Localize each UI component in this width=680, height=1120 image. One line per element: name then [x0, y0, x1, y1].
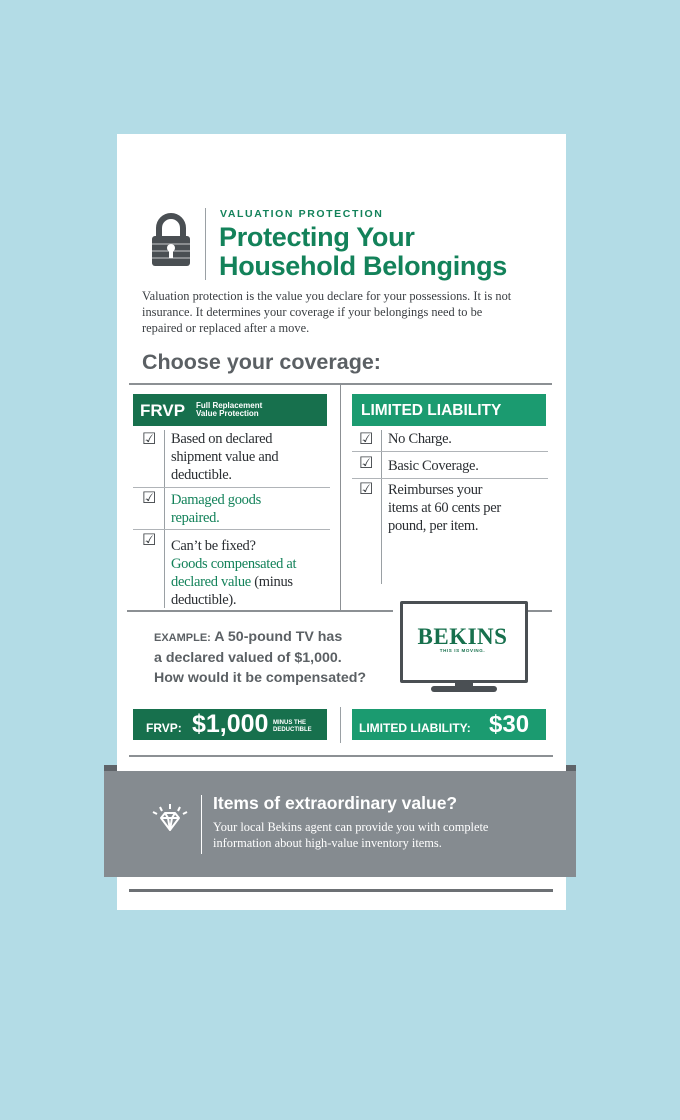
frvp-item-line: Based on declared	[171, 431, 273, 447]
frvp-declared-value: declared value	[171, 574, 251, 590]
frvp-minus-text: (minus	[250, 574, 293, 590]
checkbox-icon: ☑	[142, 429, 157, 448]
frvp-result-label: FRVP:	[146, 721, 182, 735]
example-prefix: EXAMPLE:	[154, 632, 211, 644]
frvp-note-line: DEDUCTIBLE	[273, 727, 312, 733]
frvp-row-divider	[133, 487, 330, 488]
frvp-abbr: FRVP	[140, 401, 186, 420]
frvp-item-line: shipment value and	[171, 449, 279, 465]
frvp-item-line: Can’t be fixed?	[171, 538, 256, 554]
limited-result-label: LIMITED LIABILITY:	[359, 721, 471, 735]
bekins-tagline: THIS IS MOVING.	[439, 648, 486, 653]
intro-line: Valuation protection is the value you declare for your possessions. It is not	[142, 289, 512, 303]
intro-line: repaired or replaced after a move.	[142, 321, 310, 335]
card-bottom-rule	[129, 889, 553, 892]
frvp-row-divider	[133, 529, 330, 530]
page-title-line2: Household Belongings	[219, 251, 507, 281]
limited-row-divider	[352, 478, 548, 479]
frvp-result-note	[273, 720, 312, 734]
extraordinary-title: Items of extraordinary value?	[213, 793, 458, 813]
frvp-item-line: deductible.	[171, 467, 232, 483]
checkbox-icon: ☑	[142, 488, 157, 507]
panel-divider	[201, 795, 202, 854]
limited-liability-label: LIMITED LIABILITY	[361, 402, 502, 419]
checkbox-icon: ☑	[359, 453, 374, 472]
results-divider	[340, 707, 341, 743]
padlock-icon	[150, 213, 192, 267]
example-line1: A 50-pound TV has	[210, 629, 343, 645]
limited-item-line: pound, per item.	[388, 518, 479, 534]
example-top-rule-left	[127, 610, 393, 612]
page-title-line1: Protecting Your	[219, 222, 415, 252]
limited-item-line: Reimburses your	[388, 482, 483, 498]
coverage-center-rule	[340, 384, 341, 611]
extraordinary-body	[213, 819, 488, 851]
frvp-item-1	[171, 430, 278, 484]
frvp-list-divider	[164, 430, 165, 608]
limited-item-line: items at 60 cents per	[388, 500, 501, 516]
limited-item-1: No Charge.	[388, 431, 452, 447]
coverage-heading: Choose your coverage:	[142, 350, 381, 374]
frvp-item-line	[171, 573, 296, 591]
frvp-result-amount: $1,000	[192, 710, 269, 738]
frvp-full-line: Value Protection	[196, 409, 259, 418]
section-kicker: VALUATION PROTECTION	[220, 208, 384, 220]
tv-stand-base	[431, 686, 497, 692]
example-line: a declared valued of $1,000.	[154, 650, 342, 666]
example-top-rule-right	[528, 610, 552, 612]
header-divider	[205, 208, 206, 280]
limited-item-3	[388, 481, 501, 535]
frvp-item-3	[171, 537, 296, 609]
example-line: How would it be compensated?	[154, 670, 367, 686]
example-text	[154, 627, 366, 688]
limited-item-2: Basic Coverage.	[388, 458, 479, 474]
checkbox-icon: ☑	[142, 530, 157, 549]
frvp-item-line: Damaged goods	[171, 492, 261, 508]
limited-list-divider	[381, 430, 382, 584]
frvp-item-2	[171, 491, 261, 527]
diamond-icon	[150, 802, 190, 842]
results-bottom-rule	[129, 755, 553, 757]
frvp-full-line: Full Replacement	[196, 401, 263, 410]
checkbox-icon: ☑	[359, 429, 374, 448]
example-line	[154, 627, 366, 648]
limited-row-divider	[352, 451, 548, 452]
extraordinary-body-line: Your local Bekins agent can provide you with complete	[213, 820, 489, 834]
limited-result-amount: $30	[489, 711, 530, 738]
frvp-item-line: deductible).	[171, 592, 237, 608]
frvp-full-name	[196, 402, 262, 418]
frvp-item-line: repaired.	[171, 510, 220, 526]
extraordinary-body-line: information about high-value inventory items.	[213, 836, 442, 850]
bekins-logo: BEKINS	[417, 624, 508, 649]
intro-line: insurance. It determines your coverage if your belongings need to be	[142, 305, 483, 319]
frvp-note-line: MINUS THE	[273, 720, 306, 726]
checkbox-icon: ☑	[359, 479, 374, 498]
intro-paragraph	[142, 288, 511, 336]
frvp-item-line: Goods compensated at	[171, 556, 297, 572]
